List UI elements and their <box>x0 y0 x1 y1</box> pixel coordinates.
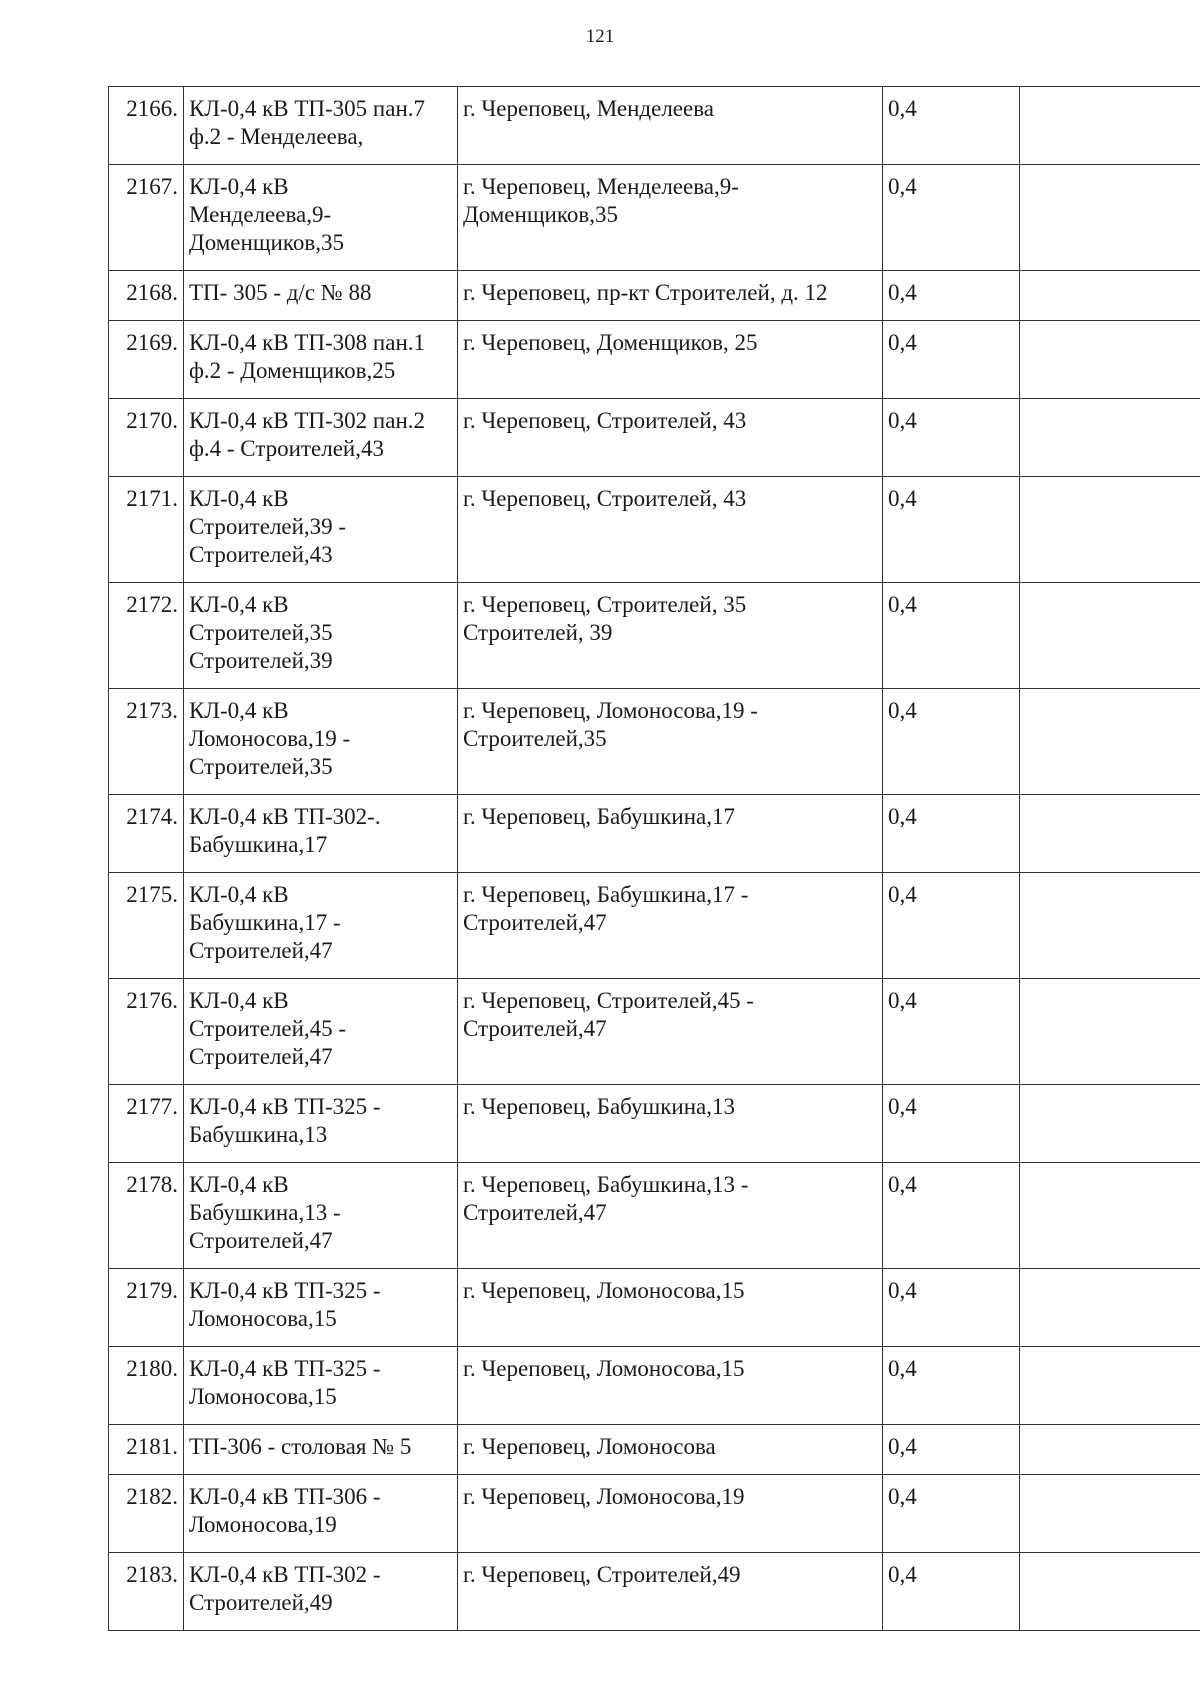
object-name-cell <box>184 1163 458 1269</box>
notes-cell <box>1020 583 1200 689</box>
notes-cell <box>1020 1553 1200 1631</box>
address-text: г. Череповец, пр-кт Строителей, д. 12 <box>463 280 828 305</box>
row-number-text: 2179. <box>126 1278 178 1303</box>
address-text: г. Череповец, Менделеева <box>463 96 714 121</box>
address-cell <box>458 979 883 1085</box>
table-row <box>109 165 1200 271</box>
row-number-cell <box>109 1269 184 1347</box>
address-cell <box>458 1425 883 1475</box>
row-number-text: 2175. <box>126 882 178 907</box>
row-number-cell <box>109 795 184 873</box>
notes-cell <box>1020 1425 1200 1475</box>
row-number-cell <box>109 1347 184 1425</box>
row-number-cell <box>109 1475 184 1553</box>
registry-table-body <box>109 87 1200 1631</box>
row-number-cell <box>109 1425 184 1475</box>
row-number-text: 2172. <box>126 592 178 617</box>
address-cell <box>458 165 883 271</box>
object-name-cell <box>184 1347 458 1425</box>
notes-cell <box>1020 321 1200 399</box>
voltage-text: 0,4 <box>888 1094 917 1119</box>
row-number-cell <box>109 87 184 165</box>
row-number-cell <box>109 1085 184 1163</box>
object-name-cell <box>184 1085 458 1163</box>
object-name-text: КЛ-0,4 кВ ТП-325 - Ломоносова,15 <box>189 1356 381 1409</box>
voltage-text: 0,4 <box>888 408 917 433</box>
voltage-text: 0,4 <box>888 1172 917 1197</box>
row-number-text: 2174. <box>126 804 178 829</box>
row-number-text: 2182. <box>126 1484 178 1509</box>
address-cell <box>458 321 883 399</box>
voltage-cell <box>883 1553 1020 1631</box>
table-row <box>109 979 1200 1085</box>
row-number-cell <box>109 979 184 1085</box>
table-row <box>109 1085 1200 1163</box>
address-text: г. Череповец, Менделеева,9- Доменщиков,35 <box>463 174 739 227</box>
row-number-cell <box>109 1553 184 1631</box>
table-row <box>109 1163 1200 1269</box>
row-number-text: 2178. <box>126 1172 178 1197</box>
address-cell <box>458 795 883 873</box>
voltage-text: 0,4 <box>888 1484 917 1509</box>
row-number-text: 2171. <box>126 486 178 511</box>
address-cell <box>458 1085 883 1163</box>
notes-cell <box>1020 1269 1200 1347</box>
address-text: г. Череповец, Ломоносова,19 <box>463 1484 745 1509</box>
row-number-cell <box>109 321 184 399</box>
address-text: г. Череповец, Бабушкина,17 <box>463 804 735 829</box>
object-name-cell <box>184 979 458 1085</box>
object-name-text: КЛ-0,4 кВ Ломоносова,19 - Строителей,35 <box>189 698 351 779</box>
object-name-cell <box>184 477 458 583</box>
object-name-cell <box>184 795 458 873</box>
row-number-text: 2170. <box>126 408 178 433</box>
object-name-cell <box>184 87 458 165</box>
object-name-text: ТП-306 - столовая № 5 <box>189 1434 412 1459</box>
voltage-cell <box>883 1347 1020 1425</box>
notes-cell <box>1020 1163 1200 1269</box>
voltage-text: 0,4 <box>888 1562 917 1587</box>
notes-cell <box>1020 399 1200 477</box>
object-name-cell <box>184 689 458 795</box>
voltage-text: 0,4 <box>888 96 917 121</box>
row-number-cell <box>109 873 184 979</box>
voltage-cell <box>883 165 1020 271</box>
object-name-text: КЛ-0,4 кВ ТП-325 - Бабушкина,13 <box>189 1094 381 1147</box>
object-name-cell <box>184 1269 458 1347</box>
object-name-text: КЛ-0,4 кВ ТП-302-. Бабушкина,17 <box>189 804 381 857</box>
notes-cell <box>1020 477 1200 583</box>
object-name-text: КЛ-0,4 кВ ТП-302 пан.2 ф.4 - Строителей,43 <box>189 408 426 461</box>
object-name-text: КЛ-0,4 кВ ТП-325 - Ломоносова,15 <box>189 1278 381 1331</box>
notes-cell <box>1020 271 1200 321</box>
table-row <box>109 399 1200 477</box>
voltage-cell <box>883 321 1020 399</box>
address-cell <box>458 271 883 321</box>
voltage-cell <box>883 979 1020 1085</box>
address-text: г. Череповец, Бабушкина,17 - Строителей,47 <box>463 882 749 935</box>
address-cell <box>458 399 883 477</box>
address-cell <box>458 87 883 165</box>
voltage-text: 0,4 <box>888 486 917 511</box>
voltage-text: 0,4 <box>888 988 917 1013</box>
row-number-cell <box>109 1163 184 1269</box>
table-row <box>109 321 1200 399</box>
object-name-cell <box>184 271 458 321</box>
table-row <box>109 1347 1200 1425</box>
row-number-cell <box>109 477 184 583</box>
voltage-text: 0,4 <box>888 1356 917 1381</box>
object-name-text: КЛ-0,4 кВ ТП-305 пан.7 ф.2 - Менделеева, <box>189 96 426 149</box>
address-cell <box>458 583 883 689</box>
notes-cell <box>1020 1085 1200 1163</box>
object-name-text: КЛ-0,4 кВ ТП-302 - Строителей,49 <box>189 1562 381 1615</box>
row-number-text: 2176. <box>126 988 178 1013</box>
voltage-cell <box>883 1475 1020 1553</box>
voltage-cell <box>883 477 1020 583</box>
voltage-text: 0,4 <box>888 330 917 355</box>
voltage-text: 0,4 <box>888 592 917 617</box>
address-text: г. Череповец, Строителей, 43 <box>463 486 747 511</box>
row-number-cell <box>109 583 184 689</box>
voltage-cell <box>883 795 1020 873</box>
voltage-cell <box>883 583 1020 689</box>
row-number-cell <box>109 165 184 271</box>
voltage-text: 0,4 <box>888 1434 917 1459</box>
address-text: г. Череповец, Бабушкина,13 <box>463 1094 735 1119</box>
table-row <box>109 583 1200 689</box>
address-text: г. Череповец, Ломоносова,15 <box>463 1278 745 1303</box>
notes-cell <box>1020 1347 1200 1425</box>
table-row <box>109 1553 1200 1631</box>
object-name-text: КЛ-0,4 кВ Менделеева,9- Доменщиков,35 <box>189 174 344 255</box>
table-row <box>109 271 1200 321</box>
row-number-cell <box>109 689 184 795</box>
row-number-text: 2180. <box>126 1356 178 1381</box>
row-number-text: 2169. <box>126 330 178 355</box>
voltage-cell <box>883 1425 1020 1475</box>
address-cell <box>458 1553 883 1631</box>
object-name-cell <box>184 583 458 689</box>
row-number-text: 2166. <box>126 96 178 121</box>
row-number-text: 2181. <box>126 1434 178 1459</box>
table-row <box>109 1475 1200 1553</box>
registry-table <box>108 86 1200 1631</box>
address-cell <box>458 477 883 583</box>
row-number-text: 2177. <box>126 1094 178 1119</box>
table-row <box>109 477 1200 583</box>
object-name-text: КЛ-0,4 кВ Строителей,39 - Строителей,43 <box>189 486 347 567</box>
notes-cell <box>1020 873 1200 979</box>
object-name-text: КЛ-0,4 кВ Бабушкина,13 - Строителей,47 <box>189 1172 341 1253</box>
row-number-cell <box>109 399 184 477</box>
notes-cell <box>1020 795 1200 873</box>
object-name-cell <box>184 165 458 271</box>
object-name-text: КЛ-0,4 кВ ТП-306 - Ломоносова,19 <box>189 1484 381 1537</box>
table-row <box>109 1425 1200 1475</box>
row-number-text: 2167. <box>126 174 178 199</box>
voltage-cell <box>883 873 1020 979</box>
object-name-cell <box>184 1425 458 1475</box>
voltage-text: 0,4 <box>888 280 917 305</box>
object-name-cell <box>184 321 458 399</box>
address-cell <box>458 1347 883 1425</box>
notes-cell <box>1020 87 1200 165</box>
address-cell <box>458 689 883 795</box>
notes-cell <box>1020 979 1200 1085</box>
object-name-text: КЛ-0,4 кВ ТП-308 пан.1 ф.2 - Доменщиков,25 <box>189 330 426 383</box>
row-number-text: 2173. <box>126 698 178 723</box>
row-number-text: 2183. <box>126 1562 178 1587</box>
address-text: г. Череповец, Ломоносова,19 - Строителей,35 <box>463 698 758 751</box>
voltage-text: 0,4 <box>888 174 917 199</box>
object-name-cell <box>184 399 458 477</box>
object-name-cell <box>184 873 458 979</box>
voltage-cell <box>883 1163 1020 1269</box>
page-number: 121 <box>585 26 615 47</box>
address-text: г. Череповец, Бабушкина,13 - Строителей,47 <box>463 1172 749 1225</box>
voltage-text: 0,4 <box>888 804 917 829</box>
voltage-cell <box>883 1085 1020 1163</box>
row-number-text: 2168. <box>126 280 178 305</box>
address-cell <box>458 1475 883 1553</box>
address-text: г. Череповец, Строителей, 43 <box>463 408 747 433</box>
voltage-text: 0,4 <box>888 698 917 723</box>
object-name-cell <box>184 1475 458 1553</box>
address-text: г. Череповец, Ломоносова,15 <box>463 1356 745 1381</box>
address-text: г. Череповец, Ломоносова <box>463 1434 716 1459</box>
voltage-cell <box>883 87 1020 165</box>
address-cell <box>458 1163 883 1269</box>
object-name-text: ТП- 305 - д/с № 88 <box>189 280 372 305</box>
address-cell <box>458 1269 883 1347</box>
object-name-text: КЛ-0,4 кВ Строителей,35 Строителей,39 <box>189 592 333 673</box>
address-cell <box>458 873 883 979</box>
notes-cell <box>1020 689 1200 795</box>
address-text: г. Череповец, Строителей, 35 Строителей, 39 <box>463 592 747 645</box>
object-name-text: КЛ-0,4 кВ Бабушкина,17 - Строителей,47 <box>189 882 341 963</box>
object-name-cell <box>184 1553 458 1631</box>
address-text: г. Череповец, Строителей,49 <box>463 1562 741 1587</box>
table-row <box>109 87 1200 165</box>
voltage-text: 0,4 <box>888 882 917 907</box>
table-row <box>109 1269 1200 1347</box>
address-text: г. Череповец, Строителей,45 - Строителей,47 <box>463 988 754 1041</box>
table-row <box>109 795 1200 873</box>
notes-cell <box>1020 1475 1200 1553</box>
notes-cell <box>1020 165 1200 271</box>
row-number-cell <box>109 271 184 321</box>
object-name-text: КЛ-0,4 кВ Строителей,45 - Строителей,47 <box>189 988 347 1069</box>
table-row <box>109 873 1200 979</box>
voltage-text: 0,4 <box>888 1278 917 1303</box>
voltage-cell <box>883 399 1020 477</box>
voltage-cell <box>883 689 1020 795</box>
table-row <box>109 689 1200 795</box>
address-text: г. Череповец, Доменщиков, 25 <box>463 330 758 355</box>
voltage-cell <box>883 1269 1020 1347</box>
voltage-cell <box>883 271 1020 321</box>
